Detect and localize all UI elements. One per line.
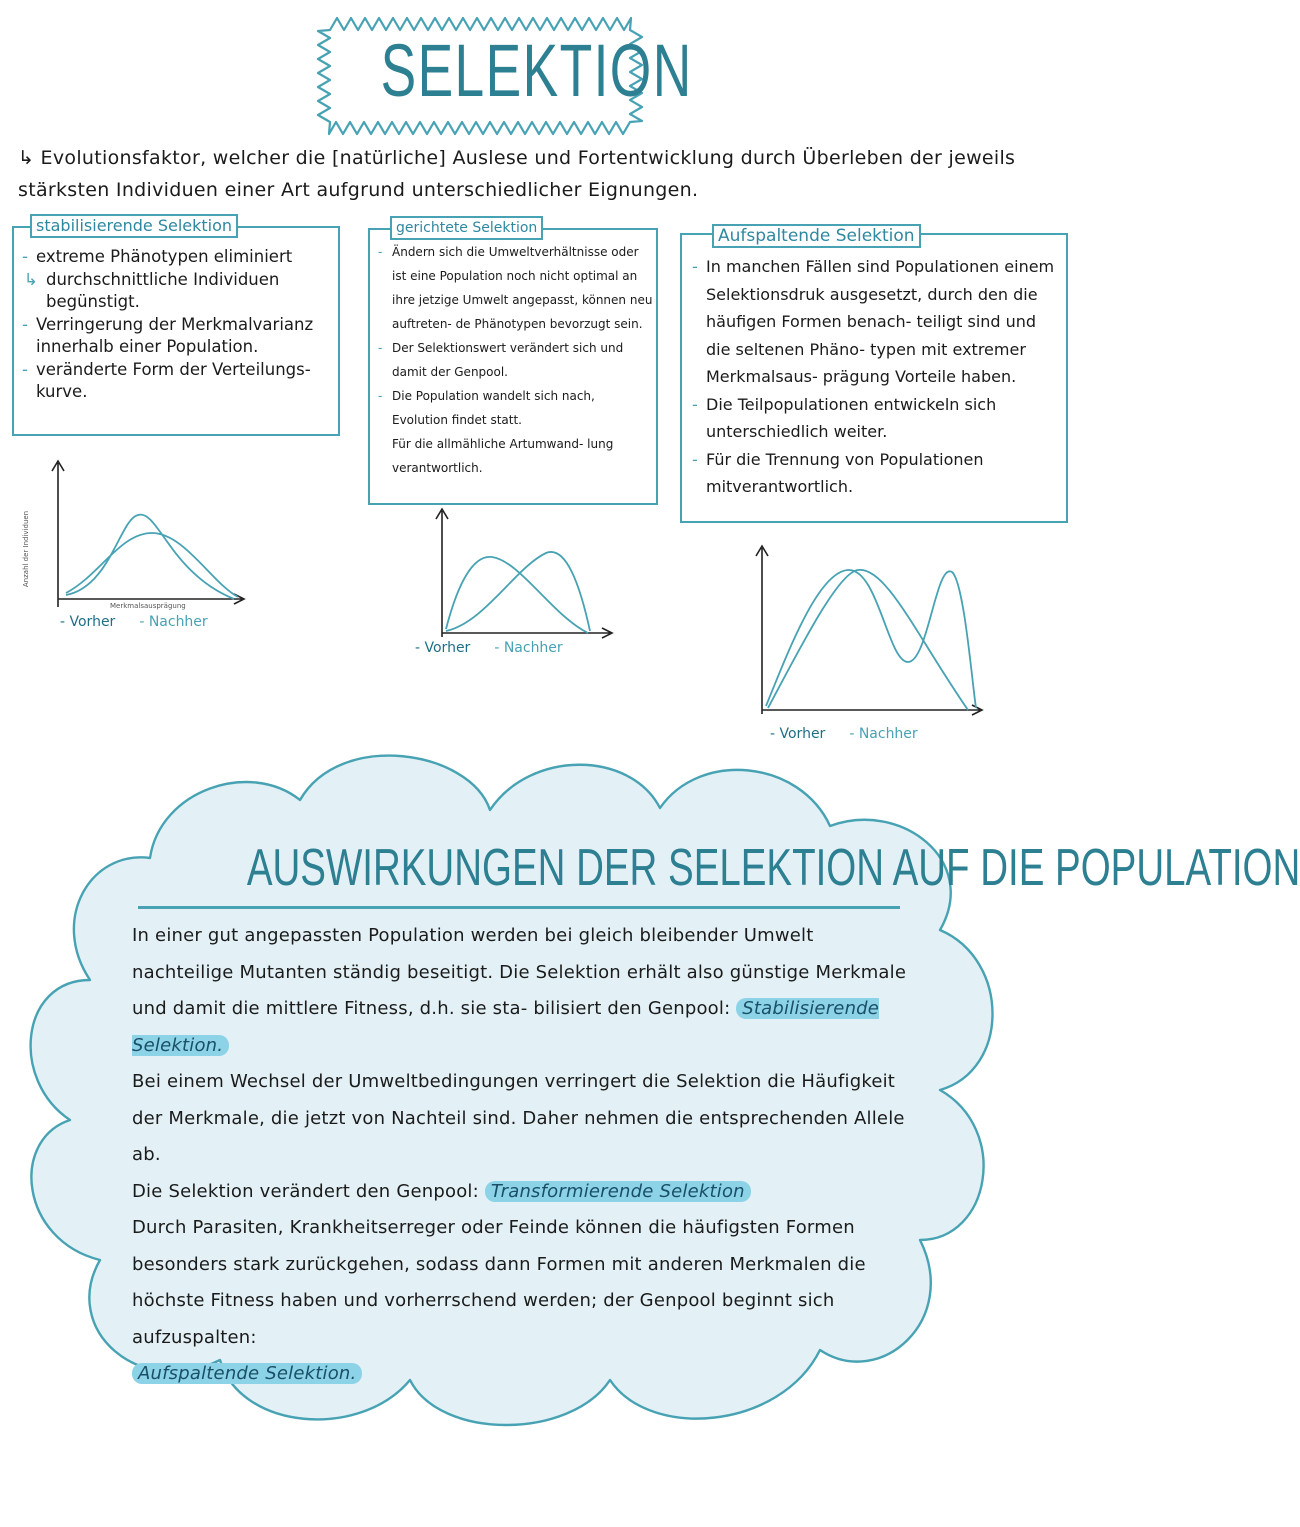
box1-label: stabilisierende Selektion [30,214,238,238]
cloud-paragraph-2: Bei einem Wechsel der Umweltbedingungen verringert die Selektion die Häufigkeit der Merkmale, die jetzt von Nachteil sind. Daher nehmen die entsprechenden Allele ab. [132,1071,905,1165]
cloud-paragraph-1: In einer gut angepassten Population werden bei gleich bleibender Umwelt nachteilige Mutanten ständig beseitigt. Die Selektion erhält also günstige Merkmale und damit die mittlere Fitness, d.h. sie sta- bilisiert den Genpool: [132,925,907,1019]
legend-before: - Vorher [415,640,471,656]
highlight-stabilisierende: Stabilisierende Selektion. [132,998,880,1056]
graph1-ylabel: Anzahl der Individuen [22,510,31,588]
cloud-title: AUSWIRKUNGEN DER SELEKTION AUF DIE POPULATION [246,839,1300,897]
box3-item: - Die Teilpopulationen entwickeln sich unterschiedlich weiter. [692,391,1064,446]
box3-label: Aufspaltende Selektion [712,224,921,248]
graph-stabilisierend [20,455,250,615]
box2-item: - Der Selektionswert verändert sich und damit der Genpool. [378,336,654,384]
box1-item: ↳ durchschnittliche Individuen begünstigt. [22,269,337,314]
legend-before: - Vorher [60,614,116,630]
legend-before: - Vorher [770,726,826,742]
box-stabilisierende-selektion [12,226,340,436]
legend-after: - Nachher [849,726,918,742]
cloud-text [132,918,912,1393]
graph-aufspaltend [748,542,988,722]
graph1-legend [60,614,208,630]
legend-after: - Nachher [494,640,563,656]
definition-text: ↳ Evolutionsfaktor, welcher die [natürliche] Auslese und Fortentwicklung durch Überleben der jeweils stärksten Individuen einer Art aufgrund unterschiedlicher Eignungen. [18,147,1016,201]
box-aufspaltende-selektion [680,233,1068,523]
box3-item: - In manchen Fällen sind Populationen einem Selektionsdruk ausgesetzt, durch den die häufigen Formen benach- teiligt sind und die seltenen Phäno- typen mit extremer Merkmalsaus- prägung Vorteile haben. [692,253,1064,391]
y-axis [436,509,448,637]
highlight-transformierende: Transformierende Selektion [485,1181,751,1202]
graph1-xlabel: Merkmalsausprägung [110,602,186,610]
y-axis [756,546,768,714]
box2-label: gerichtete Selektion [390,216,543,240]
box1-item: - extreme Phänotypen eliminiert [22,246,337,269]
cloud-paragraph-4: Durch Parasiten, Krankheitserreger oder Feinde können die häufigsten Formen besonders stark zurückgehen, sodass dann Formen mit anderen Merkmalen die höchste Fitness haben und vorherrschend werden; der Genpool beginnt sich aufzuspalten: [132,1217,866,1348]
x-axis [762,705,982,715]
legend-after: - Nachher [139,614,208,630]
page-title: SELEKTION [380,29,693,112]
box2-item: Für die allmähliche Artumwand- lung verantwortlich. [392,437,614,475]
box2-item: - Die Population wandelt sich nach, Evolution findet statt. [378,384,654,432]
highlight-aufspaltende: Aufspaltende Selektion. [132,1363,362,1384]
graph-gerichtet [420,505,620,645]
cloud-paragraph-3: Die Selektion verändert den Genpool: [132,1180,479,1202]
box2-item: - Ändern sich die Umweltverhältnisse oder ist eine Population noch nicht optimal an ihre jetzige Umwelt angepasst, können neu auftreten- de Phänotypen bevorzugt sein. [378,240,654,336]
y-axis [52,461,64,607]
curve-after [66,515,234,599]
box3-item: - Für die Trennung von Populationen mitverantwortlich. [692,446,1064,501]
box-gerichtete-selektion [368,228,658,505]
box1-item: - veränderte Form der Verteilungs- kurve. [22,359,337,404]
cloud-title-underline [138,906,900,909]
curve-before [766,570,976,708]
graph2-legend [415,640,563,656]
box1-item: - Verringerung der Merkmalvarianz innerhalb einer Population. [22,314,337,359]
